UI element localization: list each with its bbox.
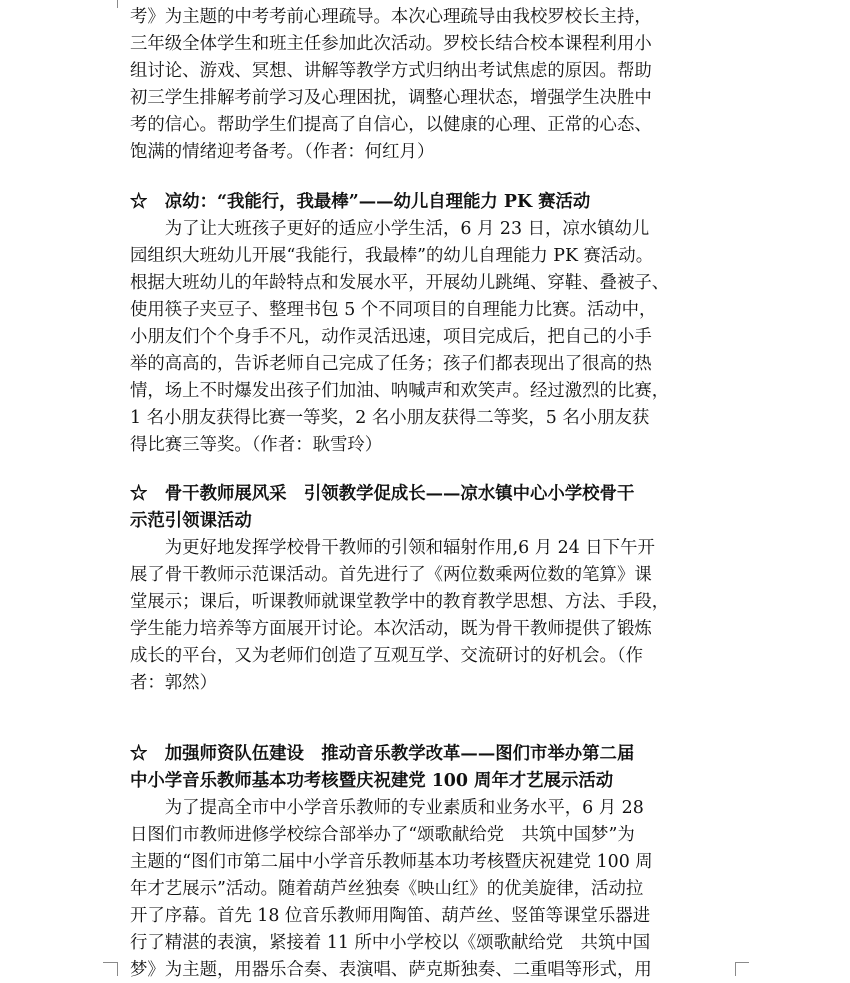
paragraph-line: 举的高高的，告诉老师自己完成了任务；孩子们都表现出了很高的热	[130, 354, 652, 374]
paragraph-line: 根据大班幼儿的年龄特点和发展水平，开展幼儿跳绳、穿鞋、叠被子、	[130, 273, 670, 293]
paragraph-line: 堂展示；课后，听课教师就课堂教学中的教育教学思想、方法、手段，	[130, 592, 670, 612]
paragraph-line: 展了骨干教师示范课活动。首先进行了《两位数乘两位数的笔算》课	[130, 565, 652, 585]
paragraph-line: 组讨论、游戏、冥想、讲解等教学方式归纳出考试焦虑的原因。帮助	[130, 61, 652, 81]
section-heading-line: ☆ 加强师资队伍建设 推动音乐教学改革——图们市举办第二届	[130, 744, 635, 764]
paragraph-line: 考的信心。帮助学生们提高了自信心，以健康的心理、正常的心态、	[130, 115, 652, 135]
paragraph-line: 饱满的情绪迎考备考。（作者：何红月）	[130, 142, 435, 162]
paragraph-line: 主题的“图们市第二届中小学音乐教师基本功考核暨庆祝建党 100 周	[130, 852, 653, 872]
paragraph-line: 初三学生排解考前学习及心理困扰，调整心理状态，增强学生决胜中	[130, 88, 652, 108]
paragraph-line: 得比赛三等奖。（作者：耿雪玲）	[130, 435, 383, 455]
paragraph-line: 情，场上不时爆发出孩子们加油、呐喊声和欢笑声。经过激烈的比赛，	[130, 381, 670, 401]
paragraph-line: 使用筷子夹豆子、整理书包 5 个不同项目的自理能力比赛。活动中，	[130, 300, 657, 320]
section-heading-line: 中小学音乐教师基本功考核暨庆祝建党 100 周年才艺展示活动	[130, 771, 614, 791]
margin-mark-bottom-right-horizontal	[735, 962, 749, 963]
paragraph-line: 三年级全体学生和班主任参加此次活动。罗校长结合校本课程利用小	[130, 34, 652, 54]
margin-mark-bottom-left-vertical	[117, 962, 118, 976]
section-heading-line: ☆ 骨干教师展风采 引领教学促成长——凉水镇中心小学校骨干	[130, 484, 635, 504]
paragraph-line: 1 名小朋友获得比赛一等奖，2 名小朋友获得二等奖，5 名小朋友获	[130, 408, 650, 428]
margin-mark-top-left	[117, 0, 118, 8]
paragraph-line: 行了精湛的表演，紧接着 11 所中小学校以《颂歌献给党 共筑中国	[130, 933, 651, 953]
paragraph-line: 为更好地发挥学校骨干教师的引领和辐射作用,6 月 24 日下午开	[130, 538, 655, 558]
paragraph-line: 成长的平台，又为老师们创造了互观互学、交流研讨的好机会。（作	[130, 646, 644, 666]
margin-mark-bottom-right-vertical	[735, 962, 736, 976]
paragraph-line: 者：郭然）	[130, 673, 217, 693]
paragraph-line: 考》为主题的中考考前心理疏导。本次心理疏导由我校罗校长主持，	[130, 7, 652, 27]
paragraph-line: 园组织大班幼儿开展“我能行，我最棒”的幼儿自理能力 PK 赛活动。	[130, 246, 654, 266]
paragraph-line: 开了序幕。首先 18 位音乐教师用陶笛、葫芦丝、竖笛等课堂乐器进	[130, 906, 651, 926]
paragraph-line: 小朋友们个个身手不凡，动作灵活迅速，项目完成后，把自己的小手	[130, 327, 652, 347]
section-heading-line: ☆ 凉幼：“我能行，我最棒”——幼儿自理能力 PK 赛活动	[130, 192, 591, 212]
paragraph-line: 学生能力培养等方面展开讨论。本次活动，既为骨干教师提供了锻炼	[130, 619, 652, 639]
paragraph-line: 年才艺展示”活动。随着葫芦丝独奏《映山红》的优美旋律，活动拉	[130, 879, 644, 899]
paragraph-line: 日图们市教师进修学校综合部举办了“颂歌献给党 共筑中国梦”为	[130, 825, 635, 845]
paragraph-line: 梦》为主题，用器乐合奏、表演唱、萨克斯独奏、二重唱等形式，用	[130, 960, 652, 980]
margin-mark-bottom-left-horizontal	[103, 962, 117, 963]
section-heading-line: 示范引领课活动	[130, 511, 252, 531]
paragraph-line: 为了提高全市中小学音乐教师的专业素质和业务水平，6 月 28	[130, 798, 644, 818]
paragraph-line: 为了让大班孩子更好的适应小学生活，6 月 23 日，凉水镇幼儿	[130, 219, 650, 239]
